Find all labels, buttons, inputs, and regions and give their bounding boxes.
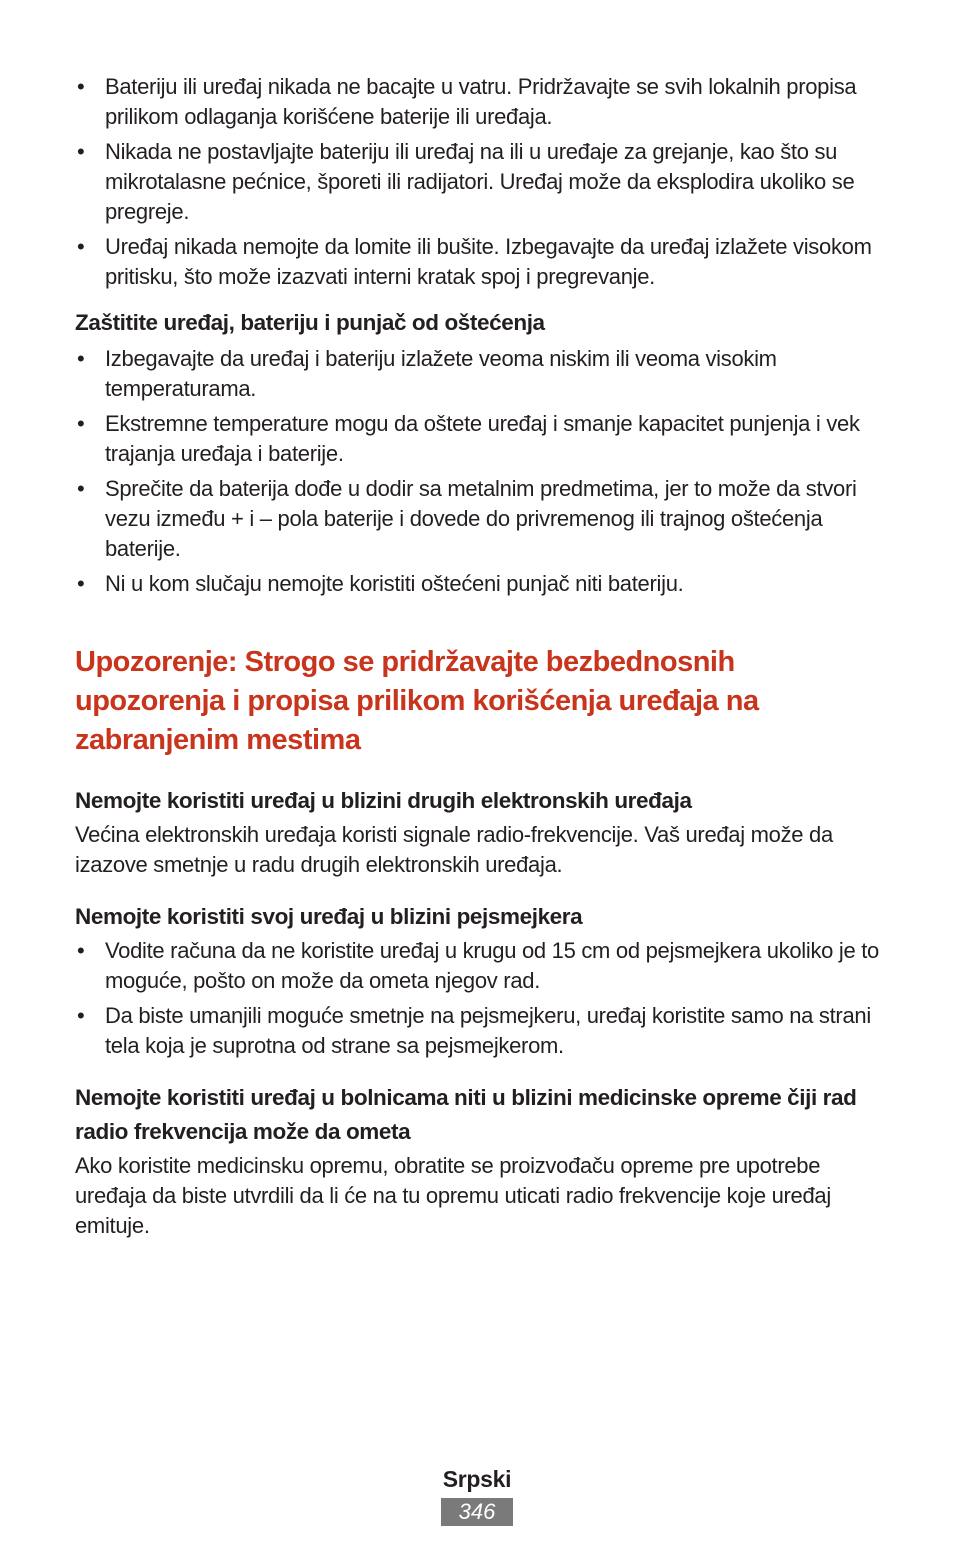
bullet-marker: • xyxy=(77,476,85,501)
bullet-marker: • xyxy=(77,411,85,436)
section-heading: Nemojte koristiti uređaj u bolnicama niti u blizini medicinske opreme čiji rad radio frekvencija može da ometa xyxy=(75,1085,857,1144)
list-item-text: Ni u kom slučaju nemojte koristiti oštećeni punjač niti bateriju. xyxy=(105,571,684,596)
section-heading: Nemojte koristiti uređaj u blizini drugih elektronskih uređaja xyxy=(75,788,692,813)
list-item xyxy=(75,569,885,599)
bullet-marker: • xyxy=(77,139,85,164)
list-item xyxy=(75,137,885,227)
pacemaker-bullet-list xyxy=(75,936,885,1061)
page-footer xyxy=(0,1462,954,1526)
page-content xyxy=(75,72,885,1241)
bullet-marker: • xyxy=(77,571,85,596)
list-item xyxy=(75,1001,885,1061)
list-item-text: Da biste umanjili moguće smetnje na pejsmejkeru, uređaj koristite samo na strani tela koja je suprotna od strane sa pejsmejkerom. xyxy=(105,1003,871,1058)
pacemaker-section xyxy=(75,900,885,1061)
section-heading: Zaštitite uređaj, bateriju i punjač od oštećenja xyxy=(75,310,545,335)
protect-section xyxy=(75,306,885,599)
language-label: Srpski xyxy=(442,1466,512,1492)
bullet-marker: • xyxy=(77,74,85,99)
list-item xyxy=(75,936,885,996)
list-item-text: Nikada ne postavljajte bateriju ili uređaj na ili u uređaje za grejanje, kao što su mikrotalasne pećnice, šporeti ili radijatori. Uređaj može da eksplodira ukoliko se pregreje. xyxy=(105,139,855,224)
list-item-text: Bateriju ili uređaj nikada ne bacajte u vatru. Pridržavajte se svih lokalnih propisa prilikom odlaganja korišćene baterije ili uređaja. xyxy=(105,74,857,129)
list-item-text: Vodite računa da ne koristite uređaj u krugu od 15 cm od pejsmejkera ukoliko je to moguće, pošto on može da ometa njegov rad. xyxy=(105,938,879,993)
section-body: Većina elektronskih uređaja koristi signale radio-frekvencije. Vaš uređaj može da izazove smetnje u radu drugih elektronskih uređaja. xyxy=(75,822,833,877)
list-item xyxy=(75,409,885,469)
list-item xyxy=(75,344,885,404)
list-item xyxy=(75,72,885,132)
list-item xyxy=(75,232,885,292)
bullet-marker: • xyxy=(77,1003,85,1028)
list-item-text: Izbegavajte da uređaj i bateriju izlažete veoma niskim ili veoma visokim temperaturama. xyxy=(105,346,777,401)
warning-title: Upozorenje: Strogo se pridržavajte bezbednosnih upozorenja i propisa prilikom korišćenja uređaja na zabranjenim mestima xyxy=(75,646,759,756)
section-body: Ako koristite medicinsku opremu, obratite se proizvođaču opreme pre upotrebe uređaja da biste utvrdili da li će na tu opremu uticati radio frekvencije koje uređaj emituje. xyxy=(75,1153,831,1238)
bullet-marker: • xyxy=(77,938,85,963)
list-item-text: Ekstremne temperature mogu da oštete uređaj i smanje kapacitet punjenja i vek trajanja uređaja i baterije. xyxy=(105,411,860,466)
bullet-marker: • xyxy=(77,346,85,371)
protect-bullet-list xyxy=(75,344,885,599)
electronics-section xyxy=(75,784,885,880)
intro-bullet-list xyxy=(75,72,885,292)
hospital-section xyxy=(75,1081,885,1241)
list-item xyxy=(75,474,885,564)
section-heading: Nemojte koristiti svoj uređaj u blizini pejsmejkera xyxy=(75,904,583,929)
bullet-marker: • xyxy=(77,234,85,259)
page-number-badge: 346 xyxy=(441,1498,513,1526)
list-item-text: Sprečite da baterija dođe u dodir sa metalnim predmetima, jer to može da stvori vezu između + i – pola baterije i dovede do privremenog ili trajnog oštećenja baterije. xyxy=(105,476,857,561)
list-item-text: Uređaj nikada nemojte da lomite ili bušite. Izbegavajte da uređaj izlažete visokom pritisku, što može izazvati interni kratak spoj i pregrevanje. xyxy=(105,234,872,289)
